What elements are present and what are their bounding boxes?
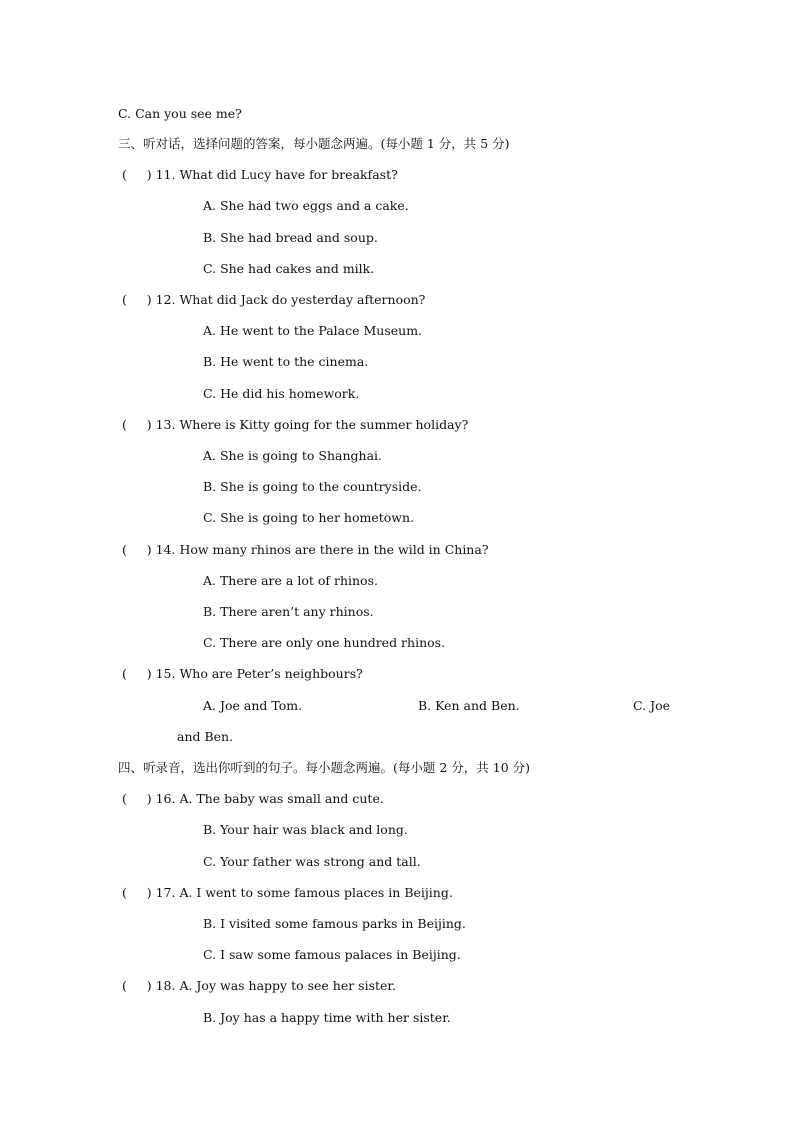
question-12-option-a: A. He went to the Palace Museum. [203,323,423,338]
question-12-option-b: B. He went to the cinema. [203,354,369,369]
question-14-option-a: A. There are a lot of rhinos. [203,573,378,588]
question-15-option-a: A. Joe and Tom. [203,698,303,713]
question-14-option-b: B. There aren’t any rhinos. [203,604,374,619]
question-14: ( ) 14. How many rhinos are there in the wild in China? [122,542,489,557]
question-12-option-c: C. He did his homework. [203,386,360,401]
section-4-heading: 四、听录音，选出你听到的句子。每小题念两遍。(每小题 2 分，共 10 分) [118,760,531,775]
question-11-option-b: B. She had bread and soup. [203,230,378,245]
question-17-option-b: B. I visited some famous parks in Beijing. [203,916,466,931]
question-13-option-a: A. She is going to Shanghai. [203,448,383,463]
question-13: ( ) 13. Where is Kitty going for the summer holiday? [122,417,469,432]
question-15-option-c-continued: and Ben. [177,729,234,744]
question-15-option-c: C. Joe [633,698,670,713]
question-15-option-b: B. Ken and Ben. [418,698,520,713]
question-13-option-b: B. She is going to the countryside. [203,479,422,494]
question-12: ( ) 12. What did Jack do yesterday afternoon? [122,292,426,307]
question-11-option-c: C. She had cakes and milk. [203,261,375,276]
question-16-option-c: C. Your father was strong and tall. [203,854,421,869]
question-15: ( ) 15. Who are Peter’s neighbours? [122,666,363,681]
question-18: ( ) 18. A. Joy was happy to see her sister. [122,978,396,993]
question-18-option-b: B. Joy has a happy time with her sister. [203,1010,451,1025]
section-3-heading: 三、听对话，选择问题的答案，每小题念两遍。(每小题 1 分，共 5 分) [118,136,510,151]
question-17: ( ) 17. A. I went to some famous places in Beijing. [122,885,453,900]
question-13-option-c: C. She is going to her hometown. [203,510,415,525]
question-11: ( ) 11. What did Lucy have for breakfast? [122,167,398,182]
previous-question-option-c: C. Can you see me? [118,106,242,121]
question-11-option-a: A. She had two eggs and a cake. [203,198,409,213]
question-17-option-c: C. I saw some famous palaces in Beijing. [203,947,461,962]
question-16: ( ) 16. A. The baby was small and cute. [122,791,384,806]
question-14-option-c: C. There are only one hundred rhinos. [203,635,446,650]
question-16-option-b: B. Your hair was black and long. [203,822,408,837]
